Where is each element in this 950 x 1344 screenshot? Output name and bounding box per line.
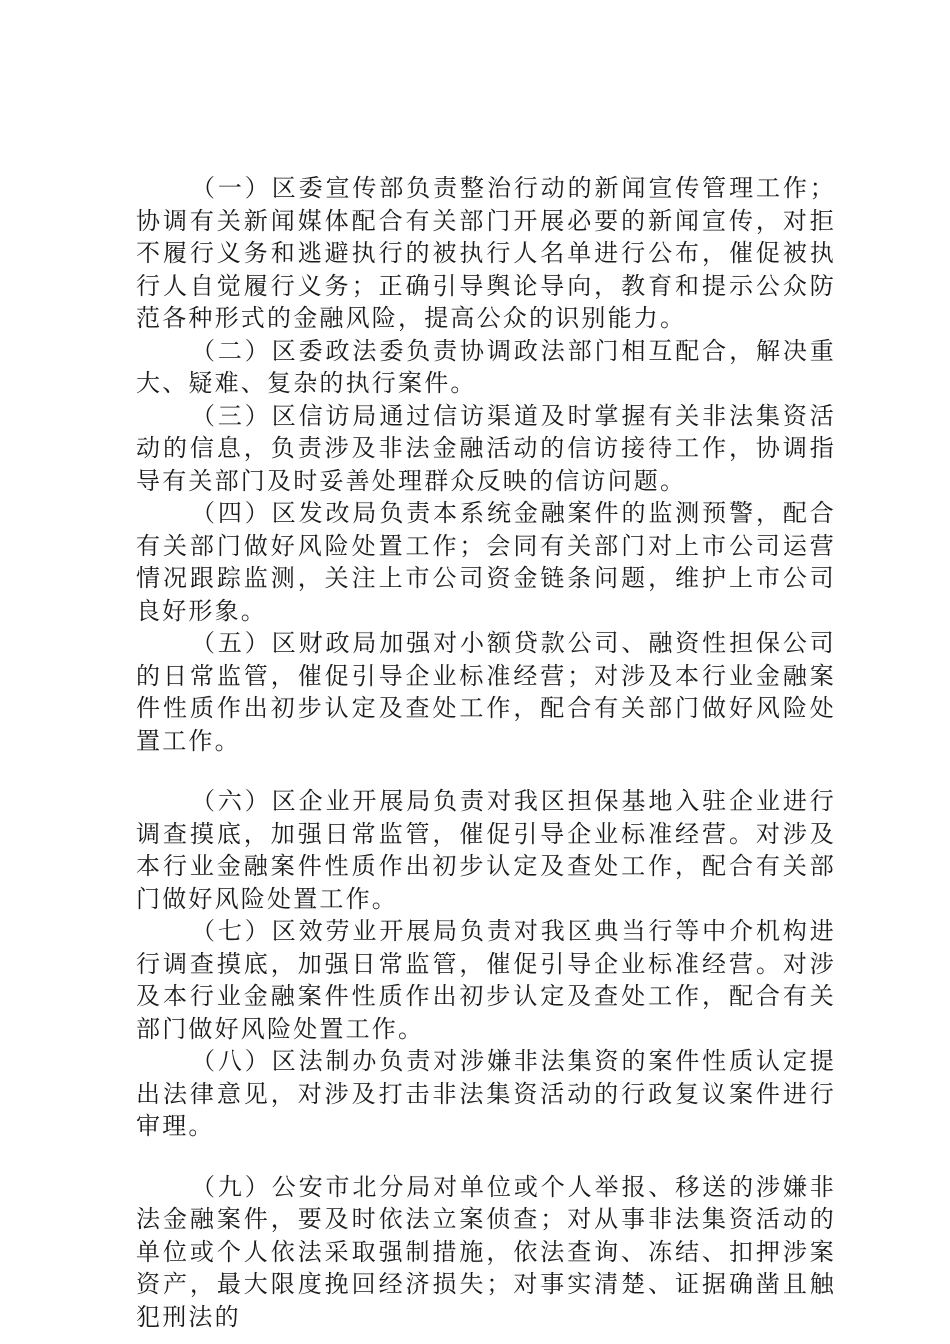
paragraph-6: （六）区企业开展局负责对我区担保基地入驻企业进行调查摸底，加强日常监管，催促引导企业标准经营。对涉及本行业金融案件性质作出初步认定及查处工作，配合有关部门做好风险处置工作。 bbox=[136, 787, 836, 913]
paragraph-5: （五）区财政局加强对小额贷款公司、融资性担保公司的日常监管，催促引导企业标准经营；对涉及本行业金融案件性质作出初步认定及查处工作，配合有关部门做好风险处置工作。 bbox=[136, 629, 836, 755]
paragraph-7: （七）区效劳业开展局负责对我区典当行等中介机构进行调查摸底，加强日常监管，催促引导企业标准经营。对涉及本行业金融案件性质作出初步认定及查处工作，配合有关部门做好风险处置工作。 bbox=[136, 917, 836, 1043]
paragraph-2: （二）区委政法委负责协调政法部门相互配合，解决重大、疑难、复杂的执行案件。 bbox=[136, 336, 836, 397]
document-body bbox=[136, 172, 836, 1333]
paragraph-1: （一）区委宣传部负责整治行动的新闻宣传管理工作；协调有关新闻媒体配合有关部门开展必要的新闻宣传，对拒不履行义务和逃避执行的被执行人名单进行公布，催促被执行人自觉履行义务；正确引导舆论导向，教育和提示公众防范各种形式的金融风险，提高公众的识别能力。 bbox=[136, 174, 836, 332]
paragraph-3: （三）区信访局通过信访渠道及时掌握有关非法集资活动的信息，负责涉及非法金融活动的信访接待工作，协调指导有关部门及时妥善处理群众反映的信访问题。 bbox=[136, 401, 836, 495]
paragraph-8: （八）区法制办负责对涉嫌非法集资的案件性质认定提出法律意见，对涉及打击非法集资活动的行政复议案件进行审理。 bbox=[136, 1047, 836, 1140]
paragraph-9: （九）公安市北分局对单位或个人举报、移送的涉嫌非法金融案件，要及时依法立案侦查；对从事非法集资活动的单位或个人依法采取强制措施，依法查询、冻结、扣押涉案资产，最大限度挽回经济损失；对事实清楚、证据确凿且触犯刑法的 bbox=[136, 1172, 836, 1331]
paragraph-4: （四）区发改局负责本系统金融案件的监测预警，配合有关部门做好风险处置工作；会同有关部门对上市公司运营情况跟踪监测，关注上市公司资金链条问题，维护上市公司良好形象。 bbox=[136, 499, 836, 625]
